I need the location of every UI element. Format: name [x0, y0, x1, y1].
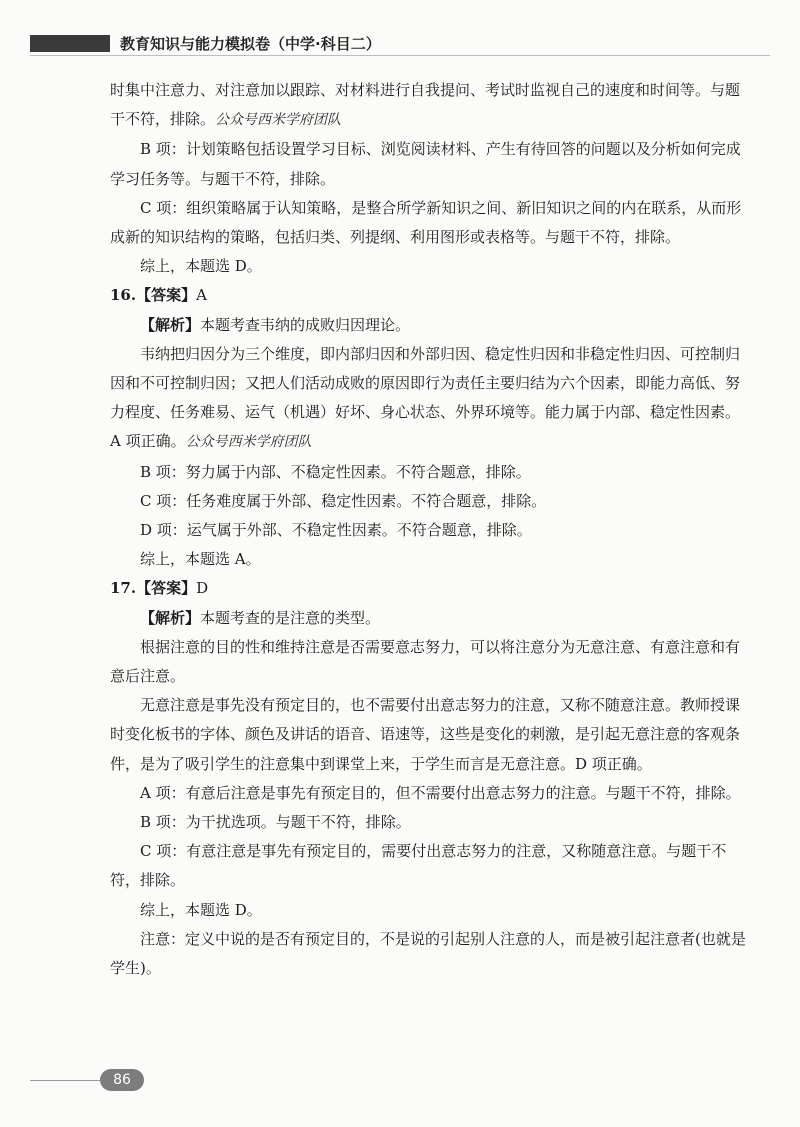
question-17-option-a: A 项：有意后注意是事先有预定目的，但不需要付出意志努力的注意。与题干不符，排除。	[140, 783, 741, 802]
question-16-option-b: B 项：努力属于内部、不稳定性因素。不符合题意，排除。	[140, 462, 531, 481]
header-rule	[30, 55, 770, 56]
analysis-label: 【解析】	[140, 608, 201, 627]
question-17-paragraph-2: 无意注意是事先没有预定目的，也不需要付出意志努力的注意，又称不随意注意。教师授课时变化板书的字体、颜色及讲话的语音、语速等，这些是变化的刺激，是引起无意注意的客观条件，是为了吸引学生的注意集中到课堂上来，于学生而言是无意注意。D 项正确。	[110, 696, 741, 773]
footer-rule	[30, 1080, 105, 1081]
watermark-text: 公众号西米学府团队	[215, 112, 342, 129]
question-17-note: 注意：定义中说的是否有预定目的，不是说的引起别人注意的人，而是被引起注意者(也就是学生)。	[110, 929, 746, 978]
question-16-paragraph: 韦纳把归因分为三个维度，即内部归因和外部归因、稳定性归因和非稳定性归因、可控制归因和不可控制归因；又把人们活动成败的原因即行为责任主要归结为六个因素，即能力高低、努力程度、任务难易、运气（机遇）好坏、身心状态、外界环境等。能力属于内部、稳定性因素。A 项正确。公众号西米学府团队	[110, 344, 741, 451]
summary-line: 综上，本题选 D。	[140, 257, 262, 276]
paragraph-continued: 时集中注意力、对注意加以跟踪、对材料进行自我提问、考试时监视自己的速度和时间等。与题干不符，排除。公众号西米学府团队	[110, 81, 741, 129]
header-bar	[30, 35, 110, 52]
question-17-answer	[110, 574, 748, 603]
analysis-label: 【解析】	[140, 315, 201, 334]
question-17-option-c: C 项：有意注意是事先有预定目的，需要付出意志努力的注意，又称随意注意。与题干不符，排除。	[110, 842, 727, 890]
option-b-explanation: B 项：计划策略包括设置学习目标、浏览阅读材料、产生有待回答的问题以及分析如何完成学习任务等。与题干不符，排除。	[110, 140, 741, 188]
question-16-summary: 综上，本题选 A。	[140, 550, 261, 569]
question-17-label: 17.【答案】	[110, 579, 197, 598]
page-header-title: 教育知识与能力模拟卷（中学·科目二）	[120, 35, 381, 53]
question-17-summary: 综上，本题选 D。	[140, 900, 262, 919]
question-16-option-c: C 项：任务难度属于外部、稳定性因素。不符合题意，排除。	[140, 491, 547, 510]
question-16-option-d: D 项：运气属于外部、不稳定性因素。不符合题意，排除。	[140, 521, 532, 540]
question-16-label: 16.【答案】	[110, 286, 197, 305]
question-17-option-b: B 项：为干扰选项。与题干不符，排除。	[140, 813, 411, 832]
question-17-paragraph-1: 根据注意的目的性和维持注意是否需要意志努力，可以将注意分为无意注意、有意注意和有意后注意。	[110, 637, 741, 686]
watermark-text: 公众号西米学府团队	[185, 434, 312, 451]
question-17-answer-value: D	[196, 579, 209, 598]
page-number: 86	[100, 1069, 144, 1091]
question-16-analysis: 【解析】本题考查韦纳的成败归因理论。	[140, 315, 411, 334]
question-16-answer-value: A	[196, 286, 207, 305]
question-17-analysis: 【解析】本题考查的是注意的类型。	[140, 608, 381, 627]
question-16-answer	[110, 281, 748, 310]
option-c-explanation: C 项：组织策略属于认知策略，是整合所学新知识之间、新旧知识之间的内在联系，从而形成新的知识结构的策略，包括归类、列提纲、利用图形或表格等。与题干不符，排除。	[110, 198, 742, 247]
document-body	[110, 76, 748, 983]
